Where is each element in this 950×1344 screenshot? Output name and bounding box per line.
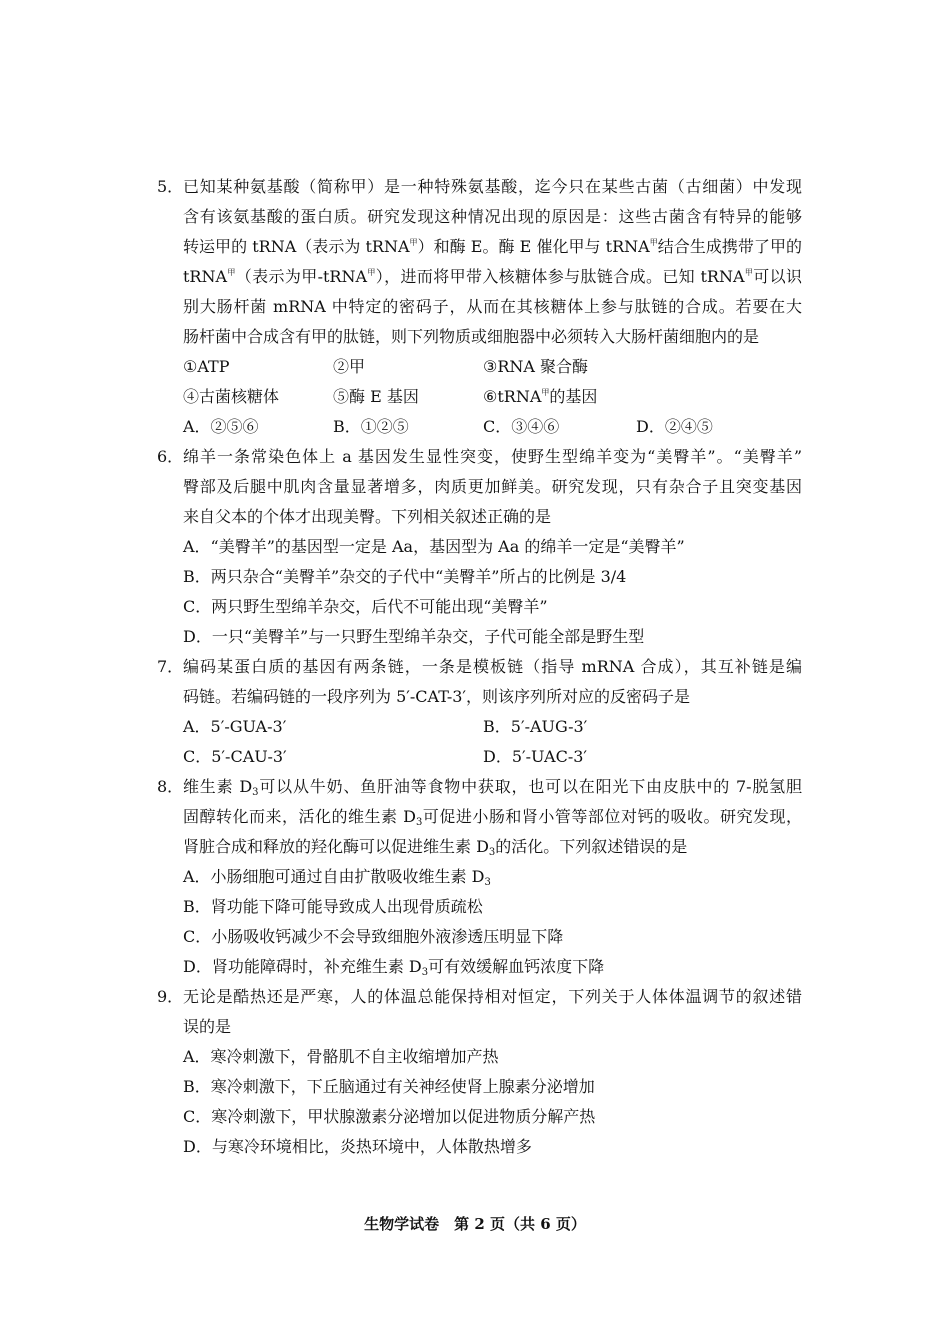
option-d: D．一只“美臀羊”与一只野生型绵羊杂交，子代可能全部是野生型 bbox=[183, 627, 645, 646]
option-c: C．寒冷刺激下，甲状腺激素分泌增加以促进物质分解产热 bbox=[183, 1107, 596, 1126]
option-c: C．两只野生型绵羊杂交，后代不可能出现“美臀羊” bbox=[183, 597, 548, 616]
question-number: 5． bbox=[157, 177, 184, 196]
question-stem-line: 无论是酷热还是严寒，人的体温总能保持相对恒定，下列关于人体体温调节的叙述错 bbox=[183, 987, 802, 1006]
option-c: C．5′-CAU-3′ bbox=[183, 747, 287, 766]
question-stem-line: 转运甲的 tRNA（表示为 tRNA$^甲$）和酶 E。酶 E 催化甲与 tRNA$^甲$结合生成携带了甲的 bbox=[183, 237, 802, 256]
question-stem-line: 已知某种氨基酸（简称甲）是一种特殊氨基酸，迄今只在某些古菌（古细菌）中发现 bbox=[183, 177, 802, 196]
option-d: D．与寒冷环境相比，炎热环境中，人体散热增多 bbox=[183, 1137, 532, 1156]
option-d: D．肾功能障碍时，补充维生素 $D_3$可有效缓解血钙浓度下降 bbox=[183, 957, 605, 978]
page-footer: 生物学试卷 第 2 页（共 6 页） bbox=[364, 1215, 586, 1233]
choice-item: ④古菌核糖体 bbox=[183, 387, 280, 406]
option-c: C．③④⑥ bbox=[483, 417, 560, 436]
question-stem-line: 误的是 bbox=[183, 1017, 232, 1036]
question-stem-line: 臀部及后腿中肌肉含量显著增多，肉质更加鲜美。研究发现，只有杂合子且突变基因 bbox=[183, 477, 802, 496]
question-stem-line: 来自父本的个体才出现美臀。下列相关叙述正确的是 bbox=[183, 507, 552, 526]
question-stem-line: 别大肠杆菌 mRNA 中特定的密码子，从而在其核糖体上参与肽链的合成。若要在大 bbox=[183, 297, 802, 316]
option-d: D．5′-UAC-3′ bbox=[483, 747, 588, 766]
choice-item: ⑥tRNA$^甲$的基因 bbox=[483, 387, 598, 406]
question-number: 6． bbox=[157, 447, 184, 466]
question-stem-line: tRNA$^甲$（表示为甲-tRNA$^甲$），进而将甲带入核糖体参与肽链合成。已知 tRNA$^甲$可以识 bbox=[183, 267, 802, 286]
question-number: 8． bbox=[157, 777, 184, 796]
choice-item: ①ATP bbox=[183, 357, 230, 376]
option-a: A．“美臀羊”的基因型一定是 Aa，基因型为 Aa 的绵羊一定是“美臀羊” bbox=[183, 537, 685, 556]
option-d: D．②④⑤ bbox=[636, 417, 713, 436]
option-a: A．寒冷刺激下，骨骼肌不自主收缩增加产热 bbox=[183, 1047, 499, 1066]
option-b: B．肾功能下降可能导致成人出现骨质疏松 bbox=[183, 897, 483, 916]
question-stem-line: 码链。若编码链的一段序列为 5′-CAT-3′，则该序列所对应的反密码子是 bbox=[183, 687, 691, 706]
question-stem-line: 绵羊一条常染色体上 a 基因发生显性突变，使野生型绵羊变为“美臀羊”。“美臀羊” bbox=[183, 447, 802, 466]
option-b: B．5′-AUG-3′ bbox=[483, 717, 588, 736]
option-b: B．寒冷刺激下，下丘脑通过有关神经使肾上腺素分泌增加 bbox=[183, 1077, 595, 1096]
choice-item: ③RNA 聚合酶 bbox=[483, 357, 589, 376]
question-stem-line: 维生素 $D_3$可以从牛奶、鱼肝油等食物中获取，也可以在阳光下由皮肤中的 7-脱氢胆 bbox=[183, 777, 802, 798]
option-a: A．5′-GUA-3′ bbox=[183, 717, 287, 736]
choice-item: ②甲 bbox=[333, 357, 366, 376]
question-stem-line: 肠杆菌中合成含有甲的肽链，则下列物质或细胞器中必须转入大肠杆菌细胞内的是 bbox=[183, 327, 760, 346]
question-number: 7． bbox=[157, 657, 184, 676]
choice-item: ⑤酶 E 基因 bbox=[333, 387, 419, 406]
option-a: A．②⑤⑥ bbox=[183, 417, 259, 436]
question-stem-line: 含有该氨基酸的蛋白质。研究发现这种情况出现的原因是：这些古菌含有特异的能够 bbox=[183, 207, 802, 226]
question-number: 9． bbox=[157, 987, 184, 1006]
option-b: B．两只杂合“美臀羊”杂交的子代中“美臀羊”所占的比例是 3/4 bbox=[183, 567, 627, 586]
option-b: B．①②⑤ bbox=[333, 417, 409, 436]
question-stem-line: 肾脏合成和释放的羟化酶可以促进维生素 $D_3$的活化。下列叙述错误的是 bbox=[183, 837, 688, 858]
option-a: A．小肠细胞可通过自由扩散吸收维生素 $D_3$ bbox=[183, 867, 491, 888]
option-c: C．小肠吸收钙减少不会导致细胞外液渗透压明显下降 bbox=[183, 927, 564, 946]
question-stem-line: 编码某蛋白质的基因有两条链，一条是模板链（指导 mRNA 合成），其互补链是编 bbox=[183, 657, 802, 676]
question-stem-line: 固醇转化而来，活化的维生素 $D_3$可促进小肠和肾小管等部位对钙的吸收。研究发现， bbox=[183, 807, 802, 828]
